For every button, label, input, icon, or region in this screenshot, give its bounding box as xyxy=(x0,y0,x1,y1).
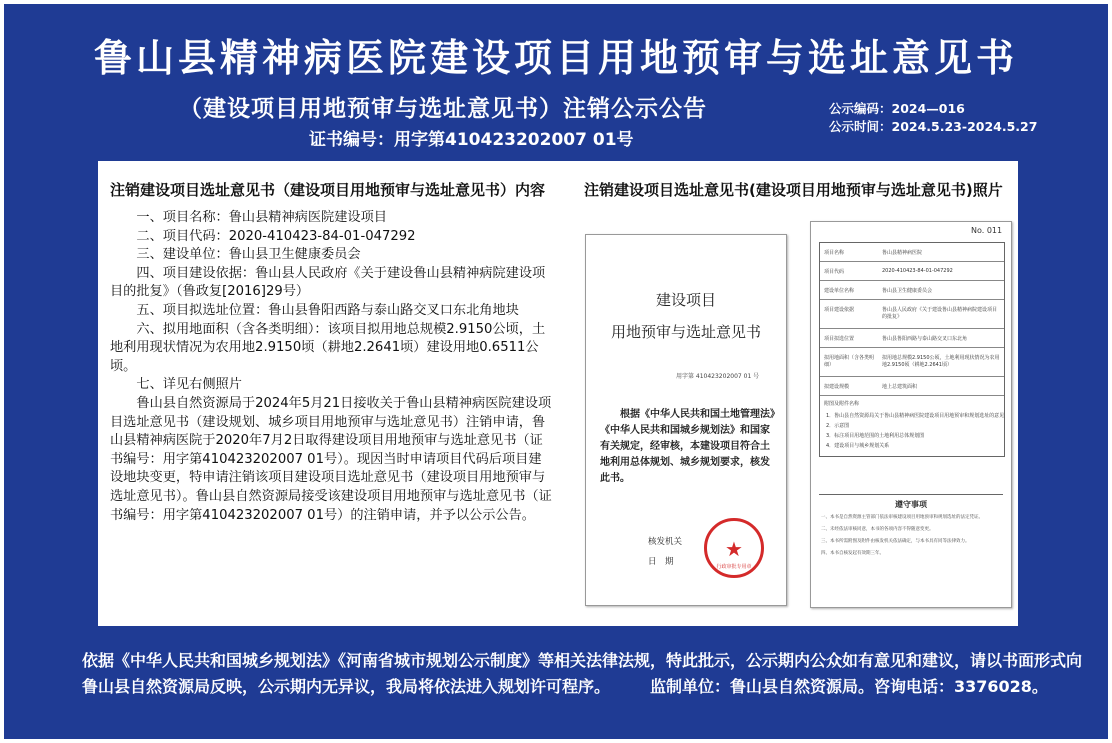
cover-date-label: 日 期 xyxy=(648,557,674,567)
notice-title: 遵守事项 xyxy=(819,494,1003,510)
cover-cert-number: 用字第 410423202007 01 号 xyxy=(676,373,760,380)
footer-text xyxy=(82,648,1082,700)
detail-row: 项目代码 2020-410423-84-01-047292 xyxy=(820,262,1004,281)
notice-item: 四、本书自核发起有效期三年。 xyxy=(821,551,884,556)
detail-row: 项目拟选位置 鲁山县鲁阳西路与泰山路交叉口东北角 xyxy=(820,329,1004,348)
cover-title-line1: 建设项目 xyxy=(655,291,716,309)
official-seal xyxy=(704,518,764,578)
notice-item: 二、未经依法审核同意，本书的各项内容不得随意变更。 xyxy=(821,527,934,532)
notice-item: 三、本书所需附图及附件由核发机关依法确定，与本书具有同等法律效力。 xyxy=(821,539,970,544)
detail-row: 拟建设规模 地上总建筑面积 xyxy=(820,377,1004,396)
item-builder: 三、建设单位：鲁山县卫生健康委员会 xyxy=(136,247,361,263)
notice-item: 一、本书是自然资源主管部门依法审核建设项目用地预审和规划选址的法定凭证。 xyxy=(821,515,983,520)
certificate-cover-photo xyxy=(585,234,787,606)
notice-number: 公示编码：2024—016 xyxy=(829,101,965,116)
item-location: 五、项目拟选址位置：鲁山县鲁阳西路与泰山路交叉口东北角地块 xyxy=(136,302,519,318)
certificate-detail-photo xyxy=(810,221,1012,608)
cover-body-text: 根据《中华人民共和国土地管理法》《中华人民共和国城乡规划法》和国家有关规定，经审核，本建设项目符合土地利用总体规划、城乡规划要求，核发此书。 xyxy=(600,409,775,484)
item-project-code: 二、项目代码：2020-410423-84-01-047292 xyxy=(136,228,416,244)
content-heading: 注销建设项目选址意见书（建设项目用地预审与选址意见书）内容 xyxy=(110,181,546,199)
photo-heading: 注销建设项目选址意见书(建设项目用地预审与选址意见书)照片 xyxy=(584,181,1003,199)
detail-attachments: 附图及附件名称 1．鲁山县自然资源局关于鲁山县精神病医院建设项目用地预审和规划选址的意见 2．示意图 3．标注项目用地范围的土地利用总体规划图 4．建设项目与城乡规划关系 xyxy=(824,401,1005,449)
detail-row: 建设单位名称 鲁山县卫生健康委员会 xyxy=(820,281,1004,300)
certificate-number: 证书编号：用字第410423202007 01号 xyxy=(309,130,634,150)
item-see-photo: 七、详见右侧照片 xyxy=(136,377,242,393)
cover-issuer-label: 核发机关 xyxy=(648,537,683,547)
notice-board xyxy=(4,4,1108,739)
content-body xyxy=(110,209,552,525)
content-panel xyxy=(98,161,1018,626)
notice-period: 公示时间：2024.5.23-2024.5.27 xyxy=(829,119,1038,134)
detail-table xyxy=(819,242,1005,457)
detail-row: 项目名称 鲁山县精神病医院 xyxy=(820,243,1004,262)
cover-title-line2: 用地预审与选址意见书 xyxy=(610,323,761,341)
item-cancellation-text: 鲁山县自然资源局于2024年5月21日接收关于鲁山县精神病医院建设项目选址意见书（建设规划、城乡项目用地预审与选址意见书）注销申请，鲁山县精神病医院于2020年7月2日取得建设项目用地预审与选址意见书（证书编号：用字第410423202007 01号）。现因当时申请项目代码后项目建设地块变更，特申请注销该项目建设项目选址意见书（建设项目用地预审与选址意见书）。鲁山县自然资源局接受该建设项目用地预审与选址意见书（证书编号：用字第410423202007 01号）的注销申请，并予以公示公告。 xyxy=(110,395,552,523)
detail-row: 项目建设依据 鲁山县人民政府《关于建设鲁山县精神病院建设项目的批复》 xyxy=(820,300,1004,329)
footer-line-1: 依据《中华人民共和国城乡规划法》《河南省城市规划公示制度》等相关法律法规，特此批示，公示期内公众如有意见和建议，请以书面形式向 xyxy=(82,651,1083,670)
detail-number: No. 011 xyxy=(971,226,1003,235)
item-basis: 四、项目建设依据：鲁山县人民政府《关于建设鲁山县精神病院建设项目的批复》（鲁政复[2016]29号） xyxy=(110,265,546,300)
detail-row: 拟用地面积（含各类明细） 拟用地总规模2.9150公顷，土地利用现状情况为农用地2.9150顷（耕地2.2641顷） xyxy=(820,348,1004,377)
seal-star-icon: ★ xyxy=(725,537,743,561)
item-land-area: 六、拟用地面积（含各类明细）：该项目拟用地总规模2.9150公顷，土地利用现状情况为农用地2.9150顷（耕地2.2641顷）建设用地0.6511公顷。 xyxy=(110,321,546,374)
page-title: 鲁山县精神病医院建设项目用地预审与选址意见书 xyxy=(93,36,1018,80)
seal-text: 行政审批专用章 xyxy=(716,564,752,570)
footer-line-2: 鲁山县自然资源局反映，公示期内无异议，我局将依法进入规划许可程序。 监制单位：鲁山县自然资源局。咨询电话：3376028。 xyxy=(82,677,1048,696)
notice-info xyxy=(829,100,1037,136)
page-subtitle: （建设项目用地预审与选址意见书）注销公示公告 xyxy=(179,96,707,122)
item-project-name: 一、项目名称：鲁山县精神病医院建设项目 xyxy=(136,210,387,225)
